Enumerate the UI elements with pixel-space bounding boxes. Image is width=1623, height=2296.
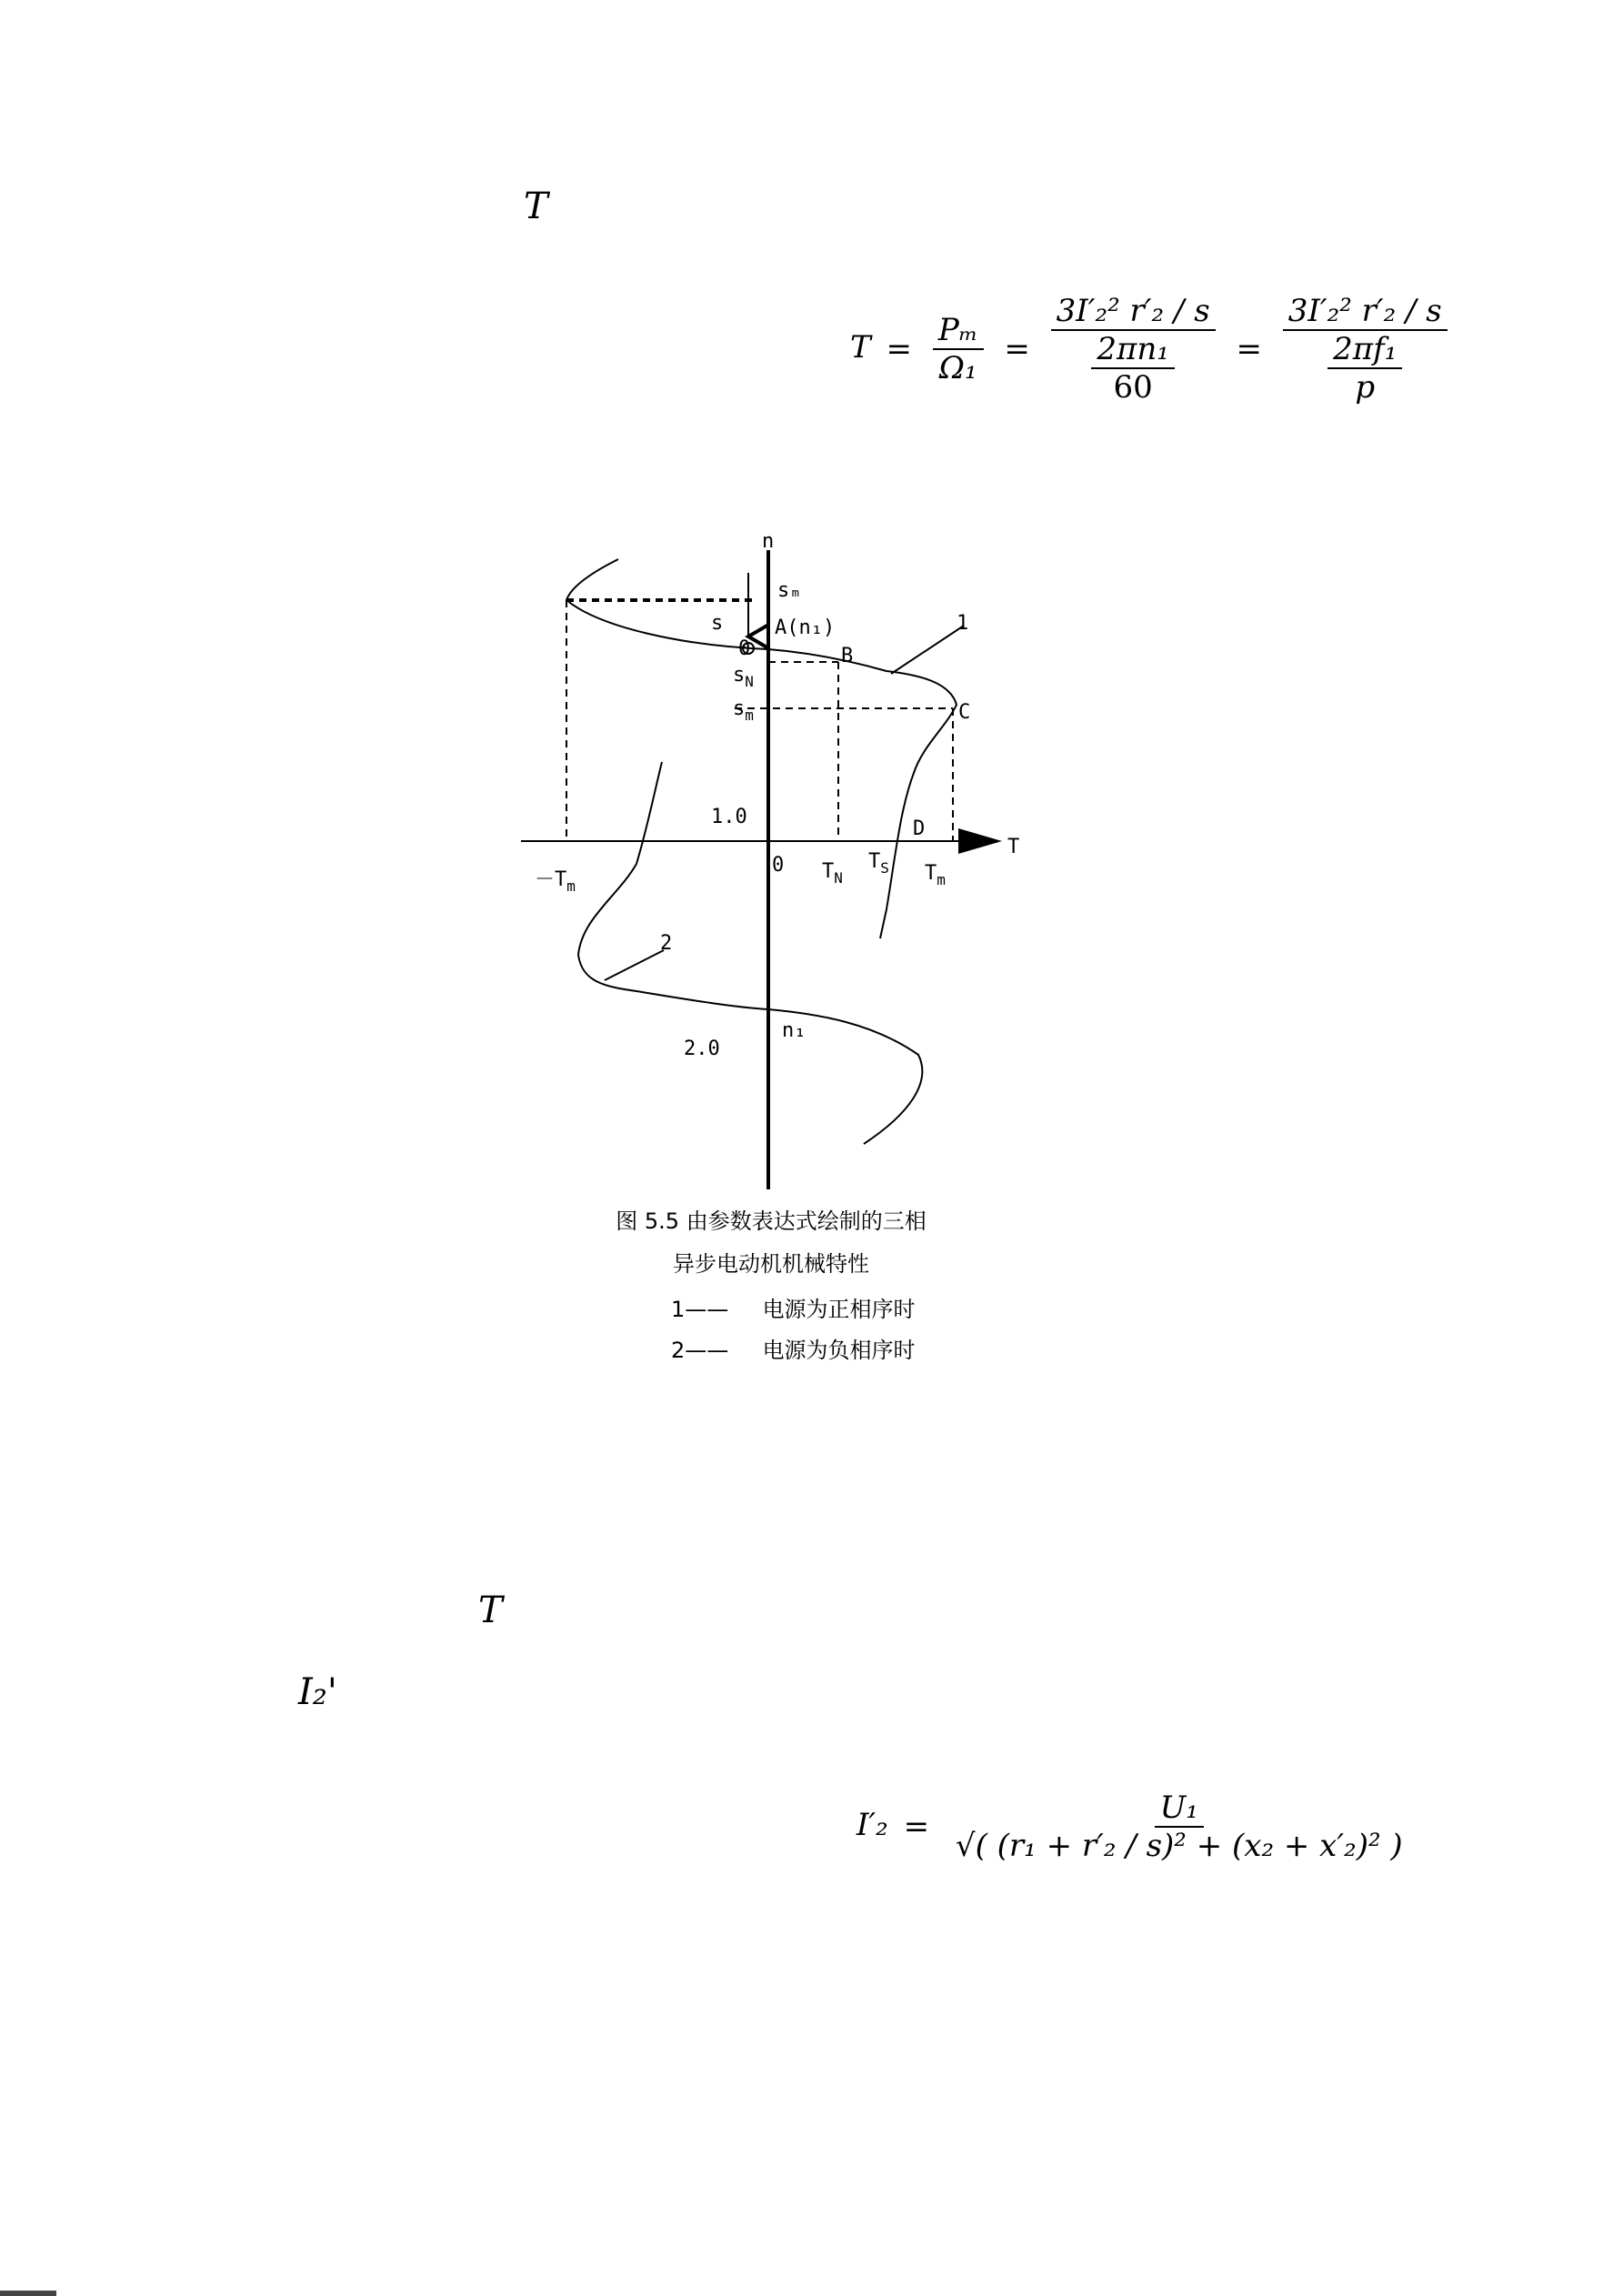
figure-caption-line2: 异步电动机机械特性 (673, 1251, 869, 1277)
sn-label: $s_N$ (733, 664, 754, 690)
sm-label: $s_m$ (733, 697, 754, 724)
curve-2 (578, 762, 922, 1144)
point-d-label: D (913, 817, 926, 840)
fraction-denominator: p (1355, 369, 1376, 406)
fraction-numerator: 2πn₁ (1091, 331, 1175, 369)
tm-label: $T_m$ (925, 862, 946, 888)
legend-1-text: 电源为正相序时 (762, 1297, 916, 1322)
curve-1-leader (891, 626, 964, 674)
mechanical-characteristic-figure (0, 509, 1623, 1200)
point-b-label: B (841, 645, 854, 667)
point-c-label: C (958, 701, 971, 724)
zero-top-label: 0 (738, 637, 751, 660)
current-symbol: I₂' (298, 1671, 337, 1713)
dashed-guides (566, 600, 953, 841)
curve-1-label: 1 (957, 612, 969, 635)
current-fraction (950, 1790, 1408, 1864)
fraction-denominator: √( (r₁ + r′₂ / s)² + (x₂ + x′₂)² ) (955, 1828, 1403, 1864)
fraction-frequency (1283, 293, 1448, 406)
legend-1-number: 1—— (671, 1297, 729, 1322)
point-a-label: A(n₁) (775, 617, 836, 639)
sm-top-label: sₘ (777, 579, 802, 602)
curve-2-leader (605, 950, 664, 980)
current-formula (857, 1790, 1414, 1864)
torque-formula (850, 293, 1453, 406)
curve-2-label: 2 (660, 932, 673, 955)
tn-label: $T_N$ (822, 860, 843, 887)
legend-2-text: 电源为负相序时 (762, 1338, 916, 1363)
fraction-denominator: 60 (1113, 369, 1153, 406)
n-axis-label: n (762, 530, 775, 553)
neg-tm-label: $-T_m$ (535, 868, 576, 895)
fraction-denominator (1322, 331, 1408, 406)
formula2-lhs: I′₂ (857, 1807, 888, 1843)
fraction-speed (1051, 293, 1216, 406)
legend-2 (671, 1332, 916, 1364)
legend-1 (671, 1291, 916, 1323)
equals-sign: = (886, 331, 912, 367)
page-edge-mark (0, 2291, 56, 2296)
ts-label: $T_S$ (868, 850, 889, 877)
equals-sign: = (1004, 331, 1030, 367)
legend-2-number: 2—— (671, 1338, 729, 1363)
torque-symbol-2: T (478, 1589, 503, 1631)
origin-label: 0 (772, 854, 785, 877)
one-point-zero-label: 1.0 (711, 806, 747, 828)
formula-lhs: T (850, 329, 871, 366)
fraction-pm-omega (933, 312, 984, 386)
fraction-numerator: 3I′₂² r′₂ / s (1283, 293, 1448, 331)
equals-sign: = (1236, 331, 1262, 367)
equals-sign: = (903, 1809, 930, 1845)
s-label: s (711, 612, 724, 635)
figure-caption-line1: 图 5.5 由参数表达式绘制的三相 (616, 1208, 927, 1234)
fraction-numerator: 3I′₂² r′₂ / s (1051, 293, 1216, 331)
fraction-numerator: Pₘ (933, 312, 984, 350)
two-point-zero-label: 2.0 (684, 1038, 720, 1060)
n1-bottom-label: n₁ (782, 1019, 806, 1042)
fraction-denominator: Ω₁ (938, 350, 977, 386)
fraction-numerator: U₁ (1155, 1790, 1204, 1828)
fraction-numerator: 2πf₁ (1327, 331, 1402, 369)
t-axis-label: T (1007, 836, 1020, 858)
fraction-denominator (1086, 331, 1180, 406)
torque-symbol: T (524, 185, 548, 227)
